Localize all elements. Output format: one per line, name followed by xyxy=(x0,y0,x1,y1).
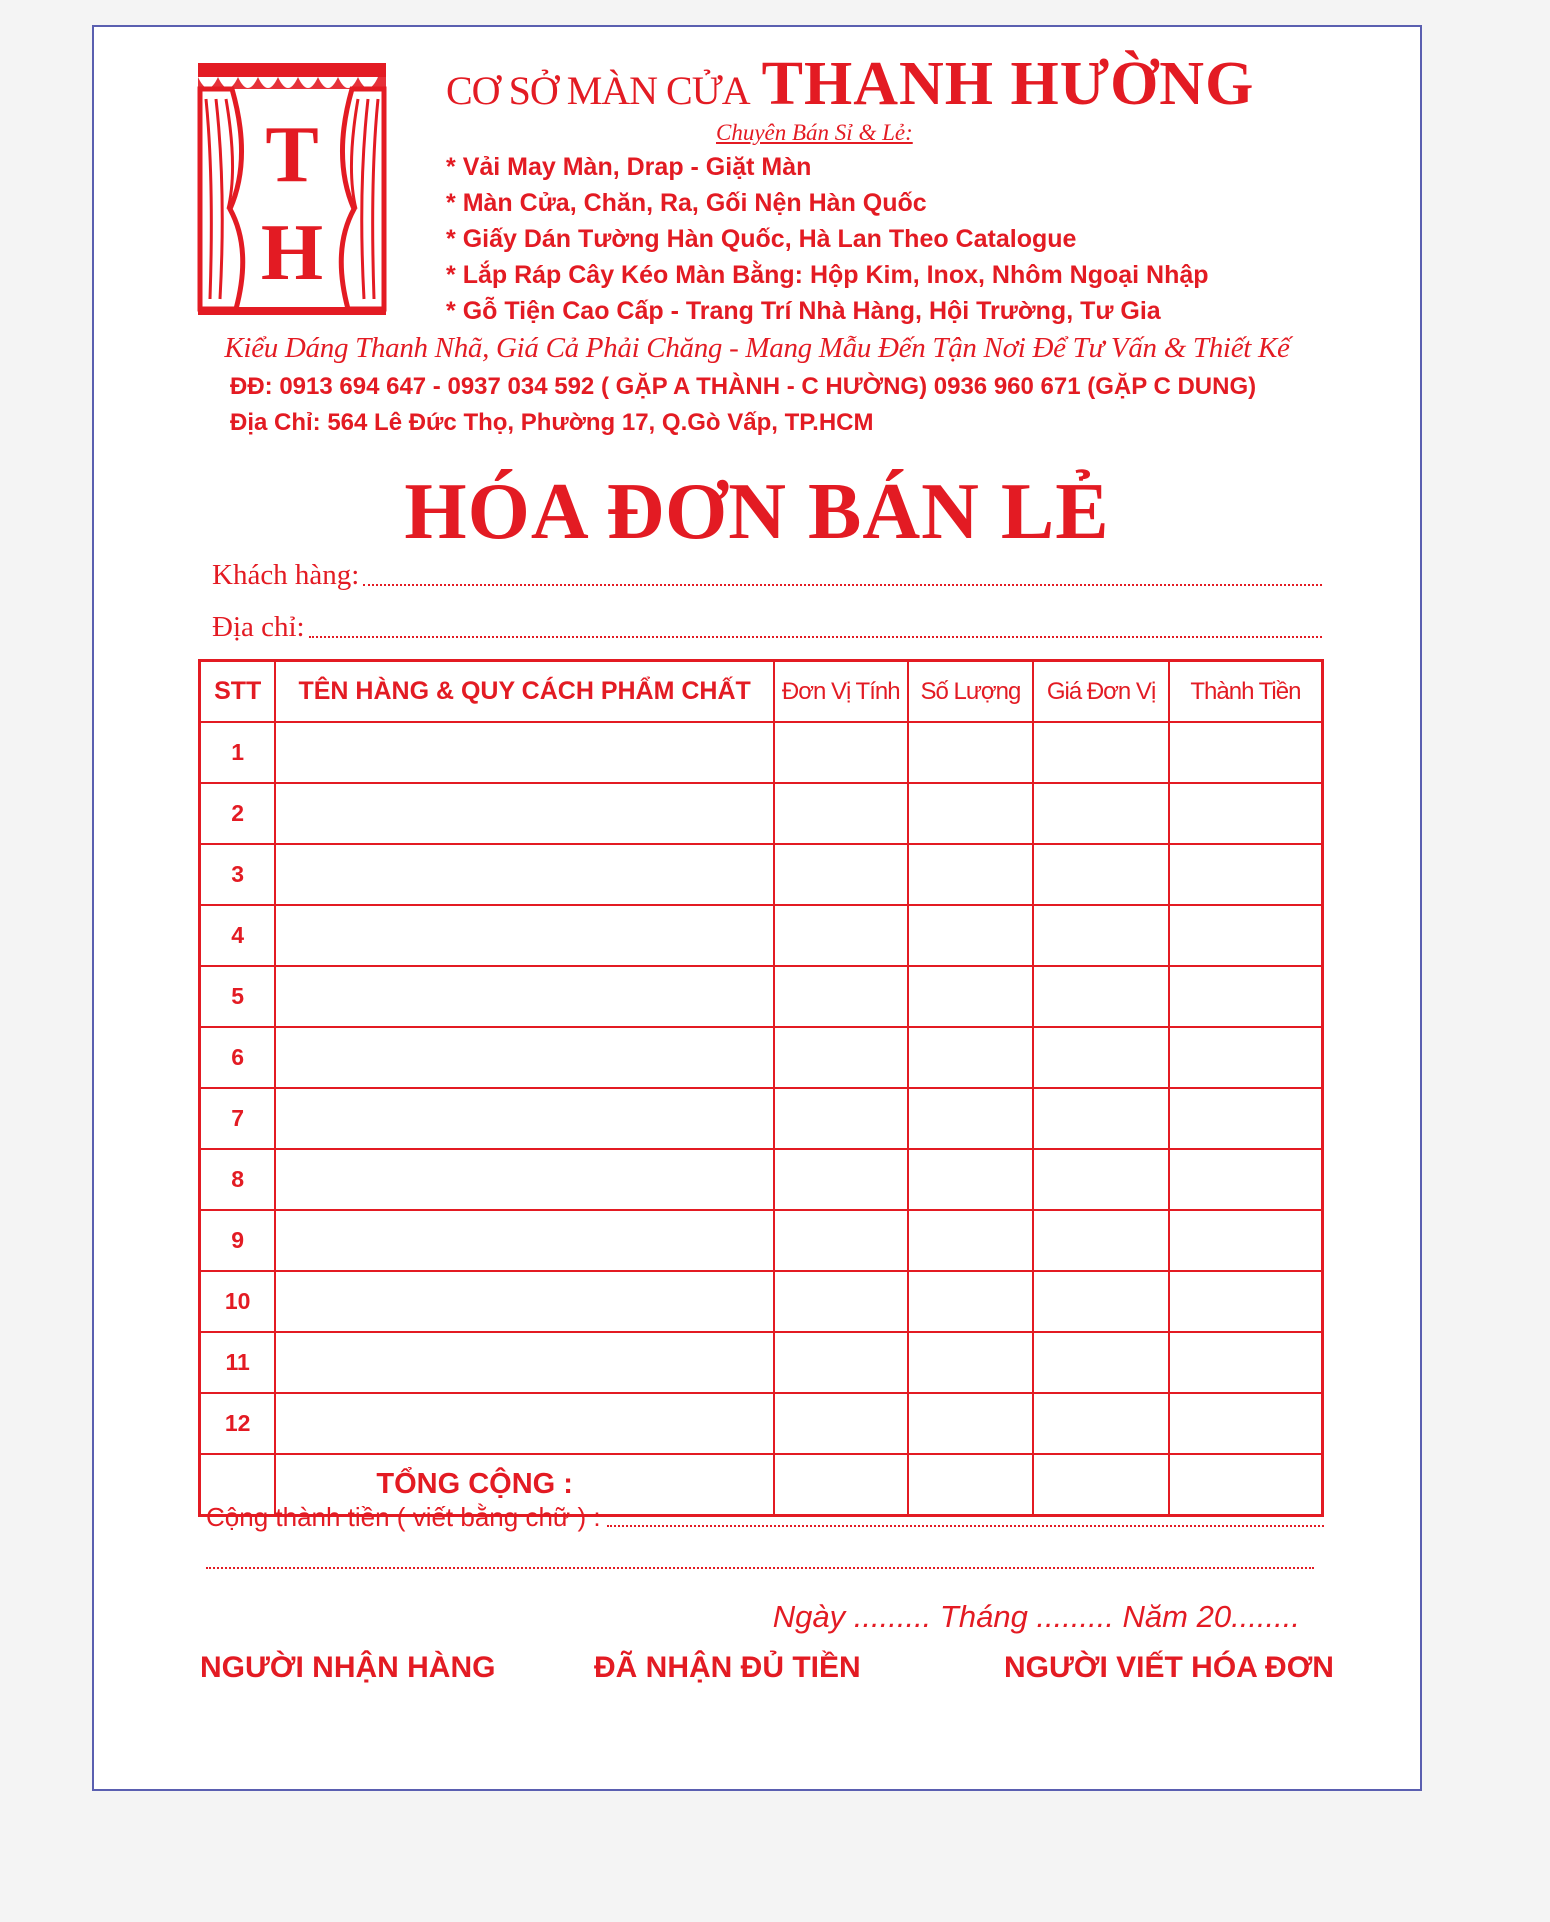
shop-address: Địa Chỉ: 564 Lê Đức Thọ, Phường 17, Q.Gò Vấp, TP.HCM xyxy=(230,409,874,436)
date-line: Ngày ......... Tháng ......... Năm 20........ xyxy=(772,1599,1300,1634)
service-item: * Màn Cửa, Chăn, Ra, Gối Nện Hàn Quốc xyxy=(446,185,1209,221)
qty-cell[interactable] xyxy=(908,1088,1034,1149)
row-number: 1 xyxy=(200,722,276,783)
item-cell[interactable] xyxy=(275,783,774,844)
unit-cell[interactable] xyxy=(774,966,908,1027)
total-label: TỔNG CỘNG : xyxy=(275,1454,774,1516)
row-number: 4 xyxy=(200,905,276,966)
amount-cell[interactable] xyxy=(1169,1332,1323,1393)
row-number: 9 xyxy=(200,1210,276,1271)
items-table xyxy=(198,659,1324,1517)
shop-name: THANH HƯỜNG xyxy=(761,50,1255,118)
item-cell[interactable] xyxy=(275,1210,774,1271)
unit-cell[interactable] xyxy=(774,783,908,844)
shop-name-line xyxy=(446,49,1254,120)
customer-dotted-line xyxy=(363,584,1322,586)
services-list xyxy=(446,149,1209,329)
item-cell[interactable] xyxy=(275,1332,774,1393)
price-cell[interactable] xyxy=(1033,1149,1169,1210)
amount-cell[interactable] xyxy=(1169,783,1323,844)
row-number: 11 xyxy=(200,1332,276,1393)
row-number: 3 xyxy=(200,844,276,905)
item-cell[interactable] xyxy=(275,722,774,783)
amount-in-words-dotted-line xyxy=(607,1525,1324,1527)
table-row xyxy=(200,1149,1323,1210)
unit-cell[interactable] xyxy=(774,905,908,966)
service-item: * Vải May Màn, Drap - Giặt Màn xyxy=(446,149,1209,185)
row-number: 10 xyxy=(200,1271,276,1332)
unit-cell[interactable] xyxy=(774,1088,908,1149)
qty-cell[interactable] xyxy=(908,1332,1034,1393)
price-cell[interactable] xyxy=(1033,1271,1169,1332)
qty-cell[interactable] xyxy=(908,1149,1034,1210)
qty-cell[interactable] xyxy=(908,844,1034,905)
table-row xyxy=(200,1271,1323,1332)
table-row xyxy=(200,966,1323,1027)
curtain-logo-icon xyxy=(192,59,392,319)
unit-cell[interactable] xyxy=(774,722,908,783)
item-cell[interactable] xyxy=(275,844,774,905)
address-label: Địa chỉ: xyxy=(212,611,305,643)
writer-signature-label: NGƯỜI VIẾT HÓA ĐƠN xyxy=(1004,1651,1334,1684)
table-row xyxy=(200,722,1323,783)
amount-cell[interactable] xyxy=(1169,1393,1323,1454)
customer-label: Khách hàng: xyxy=(212,559,360,591)
amount-cell[interactable] xyxy=(1169,1271,1323,1332)
price-cell[interactable] xyxy=(1033,966,1169,1027)
service-item: * Lắp Ráp Cây Kéo Màn Bằng: Hộp Kim, Inox, Nhôm Ngoại Nhập xyxy=(446,257,1209,293)
qty-cell[interactable] xyxy=(908,966,1034,1027)
unit-cell[interactable] xyxy=(774,1271,908,1332)
price-cell[interactable] xyxy=(1033,1088,1169,1149)
header-item: TÊN HÀNG & QUY CÁCH PHẨM CHẤT xyxy=(275,661,774,723)
item-cell[interactable] xyxy=(275,1271,774,1332)
table-row xyxy=(200,783,1323,844)
qty-cell[interactable] xyxy=(908,1027,1034,1088)
price-cell[interactable] xyxy=(1033,1393,1169,1454)
amount-cell[interactable] xyxy=(1169,1149,1323,1210)
price-cell[interactable] xyxy=(1033,783,1169,844)
header-stt: STT xyxy=(200,661,276,723)
address-field[interactable] xyxy=(212,611,1322,644)
customer-field[interactable] xyxy=(212,559,1322,592)
table-row xyxy=(200,1027,1323,1088)
row-number: 2 xyxy=(200,783,276,844)
header-price: Giá Đơn Vị xyxy=(1033,661,1169,723)
price-cell[interactable] xyxy=(1033,1210,1169,1271)
table-row xyxy=(200,1088,1323,1149)
receiver-signature-label: NGƯỜI NHẬN HÀNG xyxy=(200,1651,496,1684)
amount-cell[interactable] xyxy=(1169,844,1323,905)
unit-cell[interactable] xyxy=(774,1210,908,1271)
price-cell[interactable] xyxy=(1033,905,1169,966)
amount-in-words-second-line[interactable] xyxy=(206,1567,1314,1569)
amount-cell[interactable] xyxy=(1169,905,1323,966)
table-row xyxy=(200,844,1323,905)
amount-cell[interactable] xyxy=(1169,966,1323,1027)
logo-letter-h: H xyxy=(260,209,324,297)
header-amount: Thành Tiền xyxy=(1169,661,1323,723)
item-cell[interactable] xyxy=(275,1027,774,1088)
shop-name-prefix: CƠ SỞ MÀN CỬA xyxy=(446,68,750,113)
invoice-sheet xyxy=(92,25,1422,1791)
amount-cell[interactable] xyxy=(1169,1027,1323,1088)
logo-letter-t: T xyxy=(265,111,319,199)
slogan: Kiểu Dáng Thanh Nhã, Giá Cả Phải Chăng - Mang Mẫu Đến Tận Nơi Để Tư Vấn & Thiết Kế xyxy=(224,332,1290,364)
qty-cell[interactable] xyxy=(908,783,1034,844)
price-cell[interactable] xyxy=(1033,1332,1169,1393)
service-item: * Gỗ Tiện Cao Cấp - Trang Trí Nhà Hàng, Hội Trường, Tư Gia xyxy=(446,293,1209,329)
header-qty: Số Lượng xyxy=(908,661,1034,723)
item-cell[interactable] xyxy=(275,966,774,1027)
amount-in-words-label: Cộng thành tiền ( viết bằng chữ ) : xyxy=(206,1502,601,1532)
price-cell[interactable] xyxy=(1033,1027,1169,1088)
amount-in-words-field[interactable] xyxy=(206,1502,1324,1533)
phone-line: ĐĐ: 0913 694 647 - 0937 034 592 ( GẶP A THÀNH - C HƯỜNG) 0936 960 671 (GẶP C DUNG) xyxy=(230,373,1257,400)
item-cell[interactable] xyxy=(275,905,774,966)
table-row xyxy=(200,905,1323,966)
unit-cell[interactable] xyxy=(774,844,908,905)
unit-cell[interactable] xyxy=(774,1393,908,1454)
amount-cell[interactable] xyxy=(1169,1088,1323,1149)
item-cell[interactable] xyxy=(275,1149,774,1210)
row-number: 7 xyxy=(200,1088,276,1149)
row-number: 6 xyxy=(200,1027,276,1088)
qty-cell[interactable] xyxy=(908,1210,1034,1271)
row-number: 12 xyxy=(200,1393,276,1454)
paid-signature-label: ĐÃ NHẬN ĐỦ TIỀN xyxy=(594,1651,861,1684)
row-number: 8 xyxy=(200,1149,276,1210)
table-row xyxy=(200,1332,1323,1393)
table-row xyxy=(200,1210,1323,1271)
price-cell[interactable] xyxy=(1033,722,1169,783)
qty-cell[interactable] xyxy=(908,1393,1034,1454)
address-dotted-line xyxy=(309,636,1322,638)
table-header-row xyxy=(200,661,1323,723)
unit-cell[interactable] xyxy=(774,1332,908,1393)
invoice-title: HÓA ĐƠN BÁN LẺ xyxy=(404,468,1110,556)
price-cell[interactable] xyxy=(1033,844,1169,905)
item-cell[interactable] xyxy=(275,1393,774,1454)
qty-cell[interactable] xyxy=(908,905,1034,966)
amount-cell[interactable] xyxy=(1169,1210,1323,1271)
qty-cell[interactable] xyxy=(908,722,1034,783)
qty-cell[interactable] xyxy=(908,1271,1034,1332)
item-cell[interactable] xyxy=(275,1088,774,1149)
unit-cell[interactable] xyxy=(774,1149,908,1210)
row-number: 5 xyxy=(200,966,276,1027)
header-unit: Đơn Vị Tính xyxy=(774,661,908,723)
unit-cell[interactable] xyxy=(774,1027,908,1088)
table-row xyxy=(200,1393,1323,1454)
specialty-label: Chuyên Bán Sỉ & Lẻ: xyxy=(716,120,913,145)
service-item: * Giấy Dán Tường Hàn Quốc, Hà Lan Theo Catalogue xyxy=(446,221,1209,257)
amount-cell[interactable] xyxy=(1169,722,1323,783)
